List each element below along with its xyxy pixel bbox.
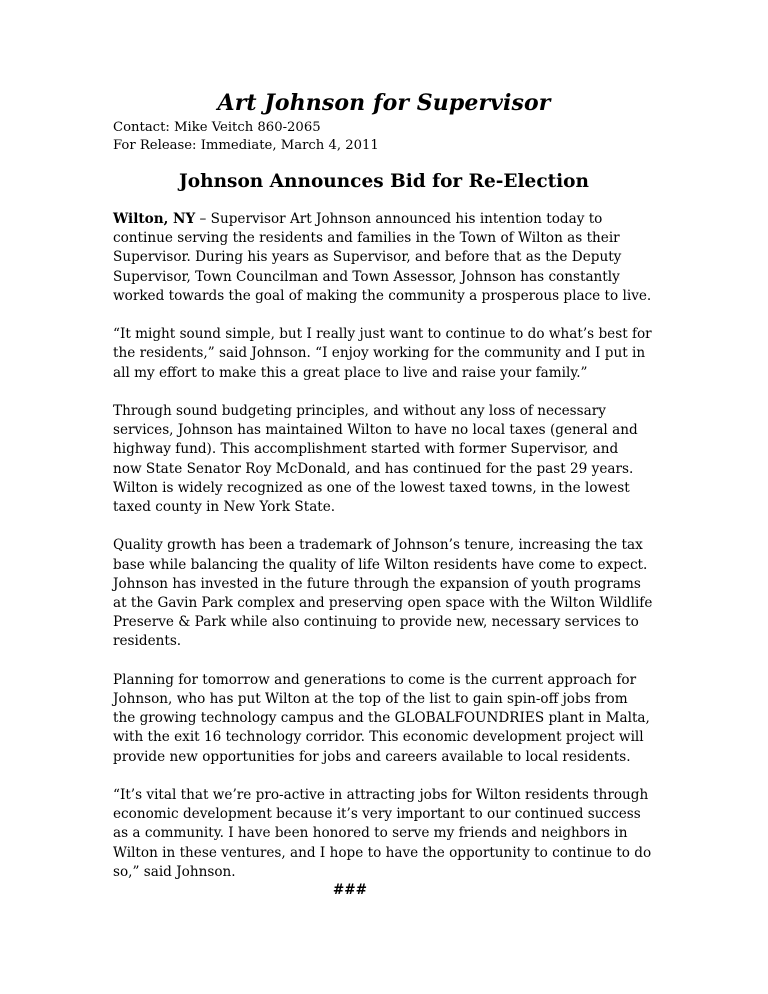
paragraph-line: services, Johnson has maintained Wilton to have no local taxes (general and [113, 422, 638, 439]
paragraph-line: as a community. I have been honored to serve my friends and neighbors in [113, 825, 628, 842]
campaign-title: Art Johnson for Supervisor [217, 90, 551, 116]
release-line: For Release: Immediate, March 4, 2011 [113, 138, 379, 153]
paragraph-line: “It might sound simple, but I really just want to continue to do what’s best for [113, 326, 652, 343]
paragraph-line: now State Senator Roy McDonald, and has continued for the past 29 years. [113, 460, 634, 477]
paragraph-line: residents. [113, 633, 182, 650]
paragraph-line: the growing technology campus and the GLOBALFOUNDRIES plant in Malta, [113, 710, 650, 727]
paragraph-line: Planning for tomorrow and generations to come is the current approach for [113, 671, 637, 688]
paragraph-line: so,” said Johnson. [113, 863, 236, 880]
paragraph-line: Supervisor, Town Councilman and Town Assessor, Johnson has constantly [113, 268, 620, 285]
contact-line: Contact: Mike Veitch 860-2065 [113, 120, 321, 135]
paragraph-line: taxed county in New York State. [113, 499, 336, 516]
paragraph-3 [113, 402, 653, 517]
paragraph-gap [113, 517, 653, 536]
paragraph-gap [113, 652, 653, 671]
paragraph-1 [113, 210, 653, 306]
paragraph-5 [113, 671, 653, 767]
paragraph-gap [113, 767, 653, 786]
paragraph-4 [113, 536, 653, 651]
paragraph-line: Johnson has invested in the future through the expansion of youth programs [113, 575, 641, 592]
paragraph-gap [113, 383, 653, 402]
paragraph-line: Supervisor. During his years as Supervisor, and before that as the Deputy [113, 249, 622, 266]
paragraph-line: Wilton, NY – Supervisor Art Johnson announced his intention today to [113, 211, 603, 227]
paragraph-line: economic development because it’s very important to our continued success [113, 806, 641, 823]
end-mark: ### [332, 882, 368, 898]
paragraph-line: worked towards the goal of making the community a prosperous place to live. [113, 287, 652, 304]
paragraph-line: base while balancing the quality of life Wilton residents have come to expect. [113, 556, 648, 573]
paragraph-line: “It’s vital that we’re pro-active in attracting jobs for Wilton residents through [113, 787, 649, 804]
paragraph-gap [113, 306, 653, 325]
paragraph-line: Johnson, who has put Wilton at the top of the list to gain spin-off jobs from [113, 691, 628, 708]
dateline: Wilton, NY [113, 211, 196, 227]
paragraph-2 [113, 325, 653, 383]
paragraph-line: Wilton in these ventures, and I hope to have the opportunity to continue to do [113, 844, 652, 861]
paragraph-line: all my effort to make this a great place to live and raise your family.” [113, 364, 588, 381]
paragraph-line: Quality growth has been a trademark of Johnson’s tenure, increasing the tax [113, 537, 643, 554]
paragraph-line: the residents,” said Johnson. “I enjoy working for the community and I put in [113, 345, 646, 362]
paragraph-line: provide new opportunities for jobs and careers available to local residents. [113, 748, 631, 765]
paragraph-6 [113, 786, 653, 882]
paragraph-line: Wilton is widely recognized as one of the lowest taxed towns, in the lowest [113, 479, 630, 496]
article-body [113, 210, 653, 882]
paragraph-line: Through sound budgeting principles, and without any loss of necessary [113, 403, 606, 419]
paragraph-line: continue serving the residents and families in the Town of Wilton as their [113, 230, 620, 247]
headline: Johnson Announces Bid for Re-Election [179, 171, 589, 192]
paragraph-line: Preserve & Park while also continuing to provide new, necessary services to [113, 614, 639, 631]
paragraph-line: with the exit 16 technology corridor. This economic development project will [113, 729, 644, 746]
paragraph-line: at the Gavin Park complex and preserving open space with the Wilton Wildlife [113, 595, 653, 612]
paragraph-line: highway fund). This accomplishment started with former Supervisor, and [113, 441, 619, 458]
